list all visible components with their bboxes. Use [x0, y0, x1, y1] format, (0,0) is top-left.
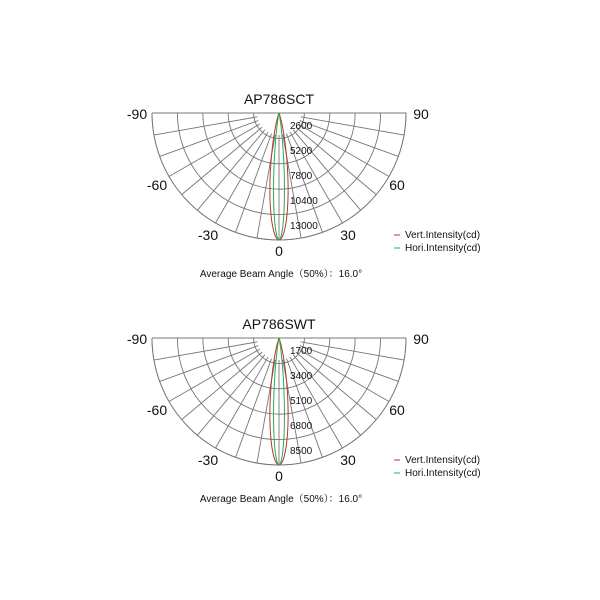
radial-label: 1700: [290, 346, 313, 357]
polar-chart-2: [127, 316, 481, 505]
grid-spoke: [182, 127, 262, 194]
grid-spoke: [154, 117, 257, 135]
angle-label-30: 30: [340, 452, 356, 468]
grid-spoke: [216, 357, 269, 448]
beam-angle-caption: Average Beam Angle（50%）：16.0°: [199, 494, 363, 505]
grid-spoke: [160, 346, 259, 382]
grid-spoke: [169, 124, 260, 177]
radial-label: 13000: [290, 221, 318, 232]
legend-hori: Hori.Intensity(cd): [405, 468, 481, 479]
angle-label-neg30: -30: [197, 227, 219, 243]
grid-spoke: [236, 359, 272, 458]
grid-spoke: [154, 342, 257, 360]
angle-label-0: 0: [275, 243, 283, 259]
angle-label-60: 60: [389, 177, 405, 193]
grid-spoke: [296, 352, 376, 419]
chart-title: AP786SCT: [243, 91, 315, 107]
angle-label-neg60: -60: [146, 402, 168, 418]
beam-angle-caption: Average Beam Angle（50%）：16.0°: [199, 269, 363, 280]
angle-label-neg60: -60: [146, 177, 168, 193]
grid-spoke: [301, 117, 404, 135]
grid-spoke: [197, 130, 264, 210]
angle-label-60: 60: [389, 402, 405, 418]
angle-label-90: 90: [413, 106, 429, 122]
grid-spoke: [296, 127, 376, 194]
radial-label: 10400: [290, 196, 318, 207]
angle-label-0: 0: [275, 468, 283, 484]
grid-spoke: [197, 355, 264, 435]
grid-spoke: [300, 346, 399, 382]
grid-spoke: [160, 121, 259, 157]
radial-label: 2600: [290, 121, 313, 132]
radial-label: 5100: [290, 396, 313, 407]
grid-spoke: [216, 132, 269, 223]
polar-chart-1: [127, 91, 481, 280]
radial-label: 8500: [290, 446, 313, 457]
radial-label: 3400: [290, 371, 313, 382]
angle-label-30: 30: [340, 227, 356, 243]
angle-label-90: 90: [413, 331, 429, 347]
grid-spoke: [182, 352, 262, 419]
angle-label-neg90: -90: [126, 331, 148, 347]
chart-title: AP786SWT: [242, 316, 316, 332]
grid-spoke: [236, 134, 272, 233]
legend-vert: Vert.Intensity(cd): [405, 455, 481, 466]
angle-label-neg30: -30: [197, 452, 219, 468]
radial-label: 6800: [290, 421, 313, 432]
grid-spoke: [169, 349, 260, 402]
legend-hori: Hori.Intensity(cd): [405, 243, 481, 254]
angle-label-neg90: -90: [126, 106, 148, 122]
radial-label: 5200: [290, 146, 313, 157]
legend-vert: Vert.Intensity(cd): [405, 230, 481, 241]
radial-label: 7800: [290, 171, 313, 182]
grid-spoke: [300, 121, 399, 157]
grid-spoke: [301, 342, 404, 360]
